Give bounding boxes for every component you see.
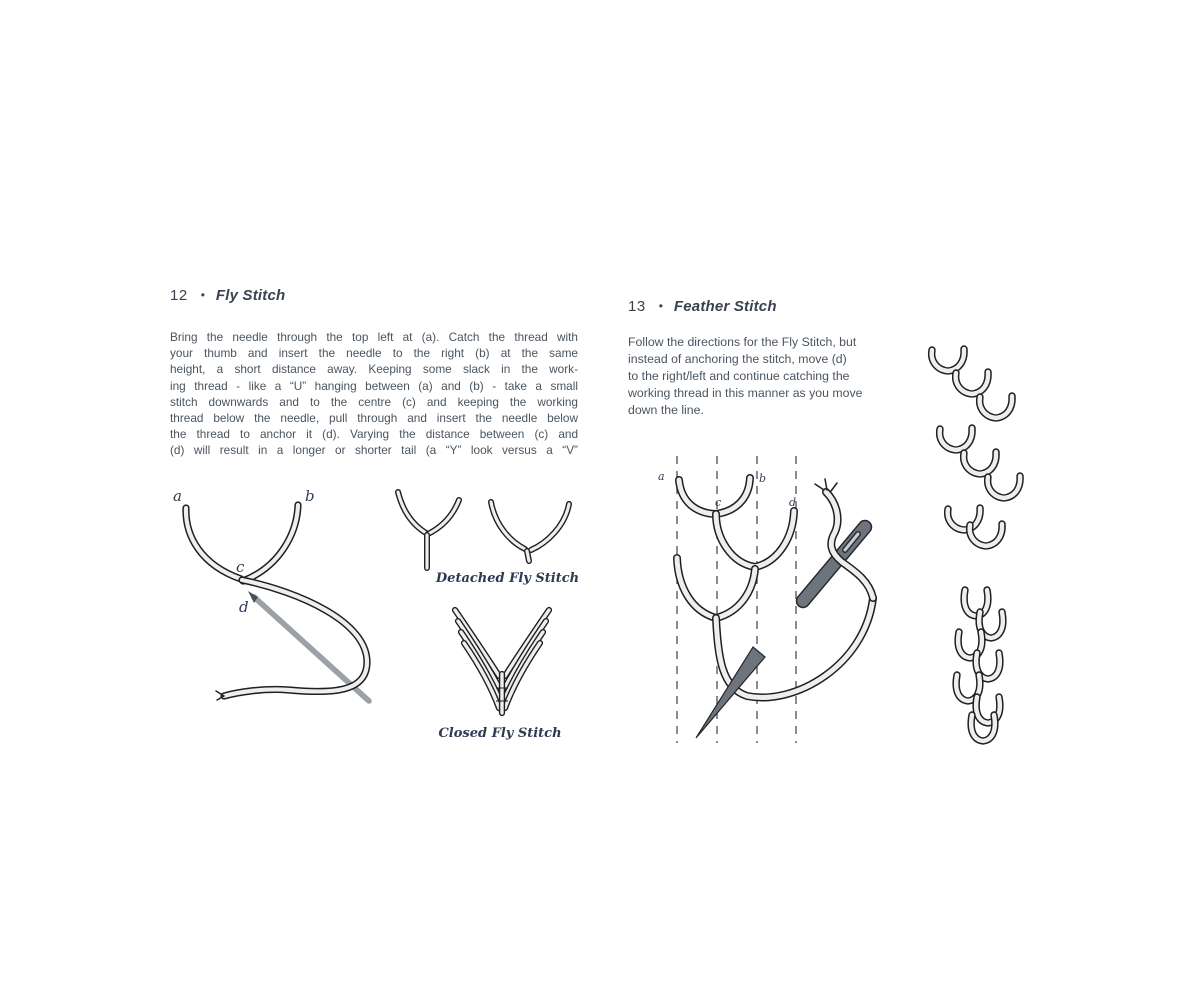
fly-stitch-diagram — [165, 480, 400, 715]
body-text-line: your thumb and insert the needle to the right (b) at the same — [170, 346, 578, 361]
thread-graphic — [677, 478, 873, 697]
diagram-label-d: d — [789, 496, 797, 509]
body-text-line: working thread in this manner as you move — [628, 385, 863, 400]
left-page-title: Fly Stitch — [215, 287, 286, 304]
right-page-title: Feather Stitch — [673, 298, 777, 315]
feather-stitch-diagram — [650, 450, 890, 750]
body-text-line: ing thread - like a “U” hanging between (a) and (b) - take a small — [170, 378, 578, 393]
right-page-heading — [628, 298, 777, 315]
diagram-label-c: c — [236, 558, 245, 576]
bullet-separator: • — [200, 288, 205, 302]
body-text-line: thread below the needle, pull through and insert the needle below — [170, 410, 578, 425]
body-text-line: height, a short distance away. Keeping some slack in the work- — [170, 362, 578, 377]
bullet-separator: • — [658, 299, 663, 313]
body-text-line: to the right/left and continue catching the — [628, 368, 850, 383]
needle-graphic — [696, 647, 765, 738]
feather-stitch-sample-diagonal — [918, 333, 1048, 553]
closed-fly-stitch-diagram — [425, 602, 580, 722]
diagram-label-c: c — [715, 496, 722, 509]
left-page-number: 12 — [170, 287, 188, 304]
feather-stitch-body-text — [628, 334, 906, 419]
thread-graphic — [932, 349, 1020, 546]
diagram-label-d: d — [239, 598, 249, 616]
detached-fly-stitch-caption: Detached Fly Stitch — [435, 571, 580, 586]
left-page-heading — [170, 287, 285, 304]
thread-graphic — [455, 610, 549, 713]
body-text-line: stitch downwards and to the centre (c) and keeping the working — [170, 394, 578, 409]
body-text-line: Follow the directions for the Fly Stitch, but — [628, 335, 857, 349]
fly-stitch-body-text — [170, 329, 578, 459]
body-text-line: (d) will result in a longer or shorter tail (a “Y” look versus a “V” — [170, 443, 578, 458]
body-text-line: the thread to anchor it (d). Varying the distance between (c) and — [170, 427, 578, 442]
body-text-line: down the line. — [628, 402, 704, 417]
feather-stitch-sample-vertical — [938, 583, 1053, 753]
body-text-line: instead of anchoring the stitch, move (d) — [628, 351, 847, 366]
diagram-label-b: b — [759, 472, 767, 485]
diagram-label-a: a — [173, 487, 182, 505]
diagram-label-a: a — [658, 470, 665, 483]
body-text-line: Bring the needle through the top left at (a). Catch the thread with — [170, 330, 578, 344]
closed-fly-stitch-caption: Closed Fly Stitch — [438, 726, 562, 741]
diagram-label-b: b — [305, 487, 315, 505]
right-page-number: 13 — [628, 298, 646, 315]
detached-fly-stitch-diagram — [385, 483, 580, 573]
thread-graphic — [956, 590, 1003, 741]
thread-graphic — [398, 492, 569, 568]
